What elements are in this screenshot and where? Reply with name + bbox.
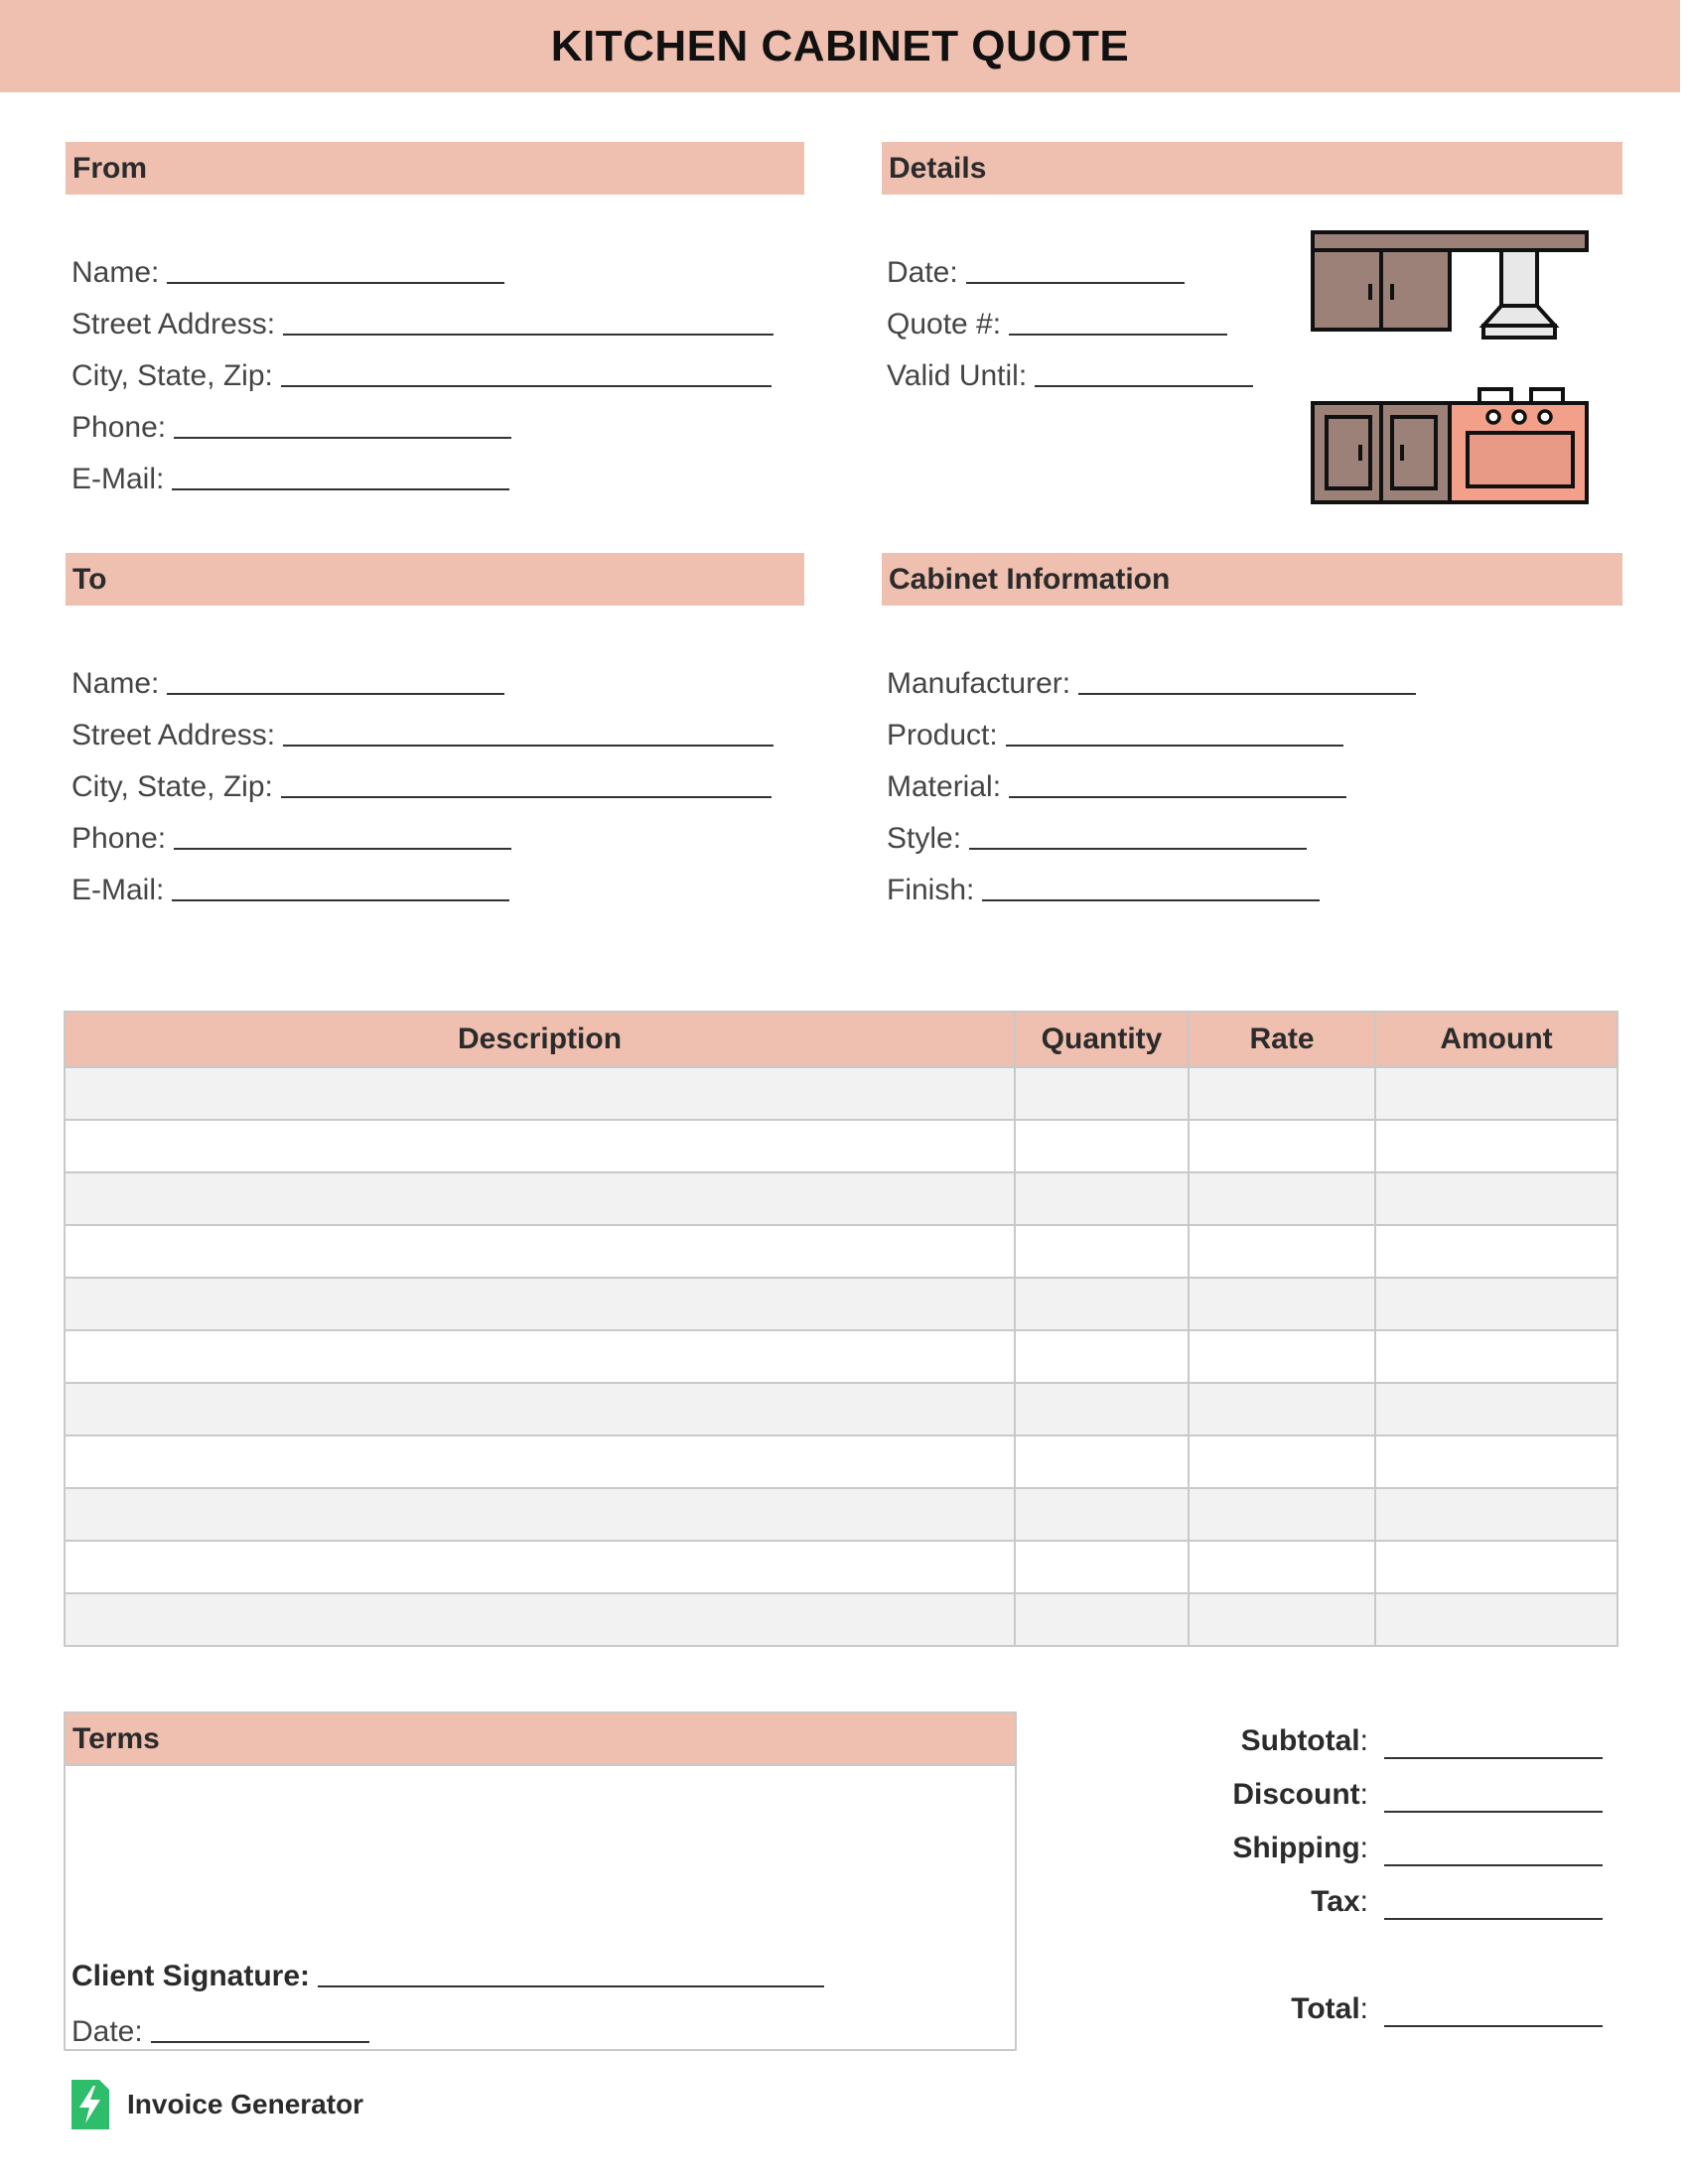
amount-cell[interactable] bbox=[1375, 1120, 1618, 1172]
table-row bbox=[65, 1067, 1618, 1120]
total-label: Total bbox=[1291, 1992, 1360, 2025]
description-cell[interactable] bbox=[65, 1067, 1015, 1120]
rate-cell[interactable] bbox=[1189, 1120, 1375, 1172]
material-field[interactable] bbox=[887, 764, 1346, 804]
quantity-cell[interactable] bbox=[1015, 1383, 1189, 1435]
table-row bbox=[65, 1330, 1618, 1383]
quantity-cell[interactable] bbox=[1015, 1225, 1189, 1278]
description-cell[interactable] bbox=[65, 1488, 1015, 1541]
terms-text-area[interactable] bbox=[66, 1766, 1015, 1925]
description-cell[interactable] bbox=[65, 1435, 1015, 1488]
subtotal-label: Subtotal bbox=[1240, 1724, 1360, 1757]
table-row bbox=[65, 1278, 1618, 1330]
from-city-line[interactable] bbox=[281, 385, 772, 387]
column-header-rate: Rate bbox=[1189, 1012, 1375, 1067]
from-name-field[interactable] bbox=[71, 250, 504, 290]
cabinet-info-header-label: Cabinet Information bbox=[889, 562, 1171, 596]
total-line[interactable] bbox=[1384, 2025, 1603, 2027]
cabinet-info-header bbox=[882, 553, 1622, 606]
quantity-cell[interactable] bbox=[1015, 1593, 1189, 1646]
details-quote-label: Quote #: bbox=[887, 308, 1002, 341]
amount-cell[interactable] bbox=[1375, 1067, 1618, 1120]
rate-cell[interactable] bbox=[1189, 1225, 1375, 1278]
subtotal-row: Subtotal: bbox=[1240, 1724, 1368, 1757]
to-header bbox=[66, 553, 804, 606]
amount-cell[interactable] bbox=[1375, 1435, 1618, 1488]
description-cell[interactable] bbox=[65, 1383, 1015, 1435]
description-cell[interactable] bbox=[65, 1330, 1015, 1383]
details-date-label: Date: bbox=[887, 256, 958, 289]
details-header bbox=[882, 142, 1622, 195]
amount-cell[interactable] bbox=[1375, 1330, 1618, 1383]
footer-brand[interactable] bbox=[68, 2077, 363, 2132]
rate-cell[interactable] bbox=[1189, 1593, 1375, 1646]
from-name-line[interactable] bbox=[167, 282, 504, 284]
to-name-field[interactable] bbox=[71, 661, 504, 701]
from-city-label: City, State, Zip: bbox=[71, 359, 273, 392]
to-name-line[interactable] bbox=[167, 693, 504, 695]
quantity-cell[interactable] bbox=[1015, 1120, 1189, 1172]
description-cell[interactable] bbox=[65, 1225, 1015, 1278]
product-label: Product: bbox=[887, 719, 998, 751]
quantity-cell[interactable] bbox=[1015, 1278, 1189, 1330]
discount-line[interactable] bbox=[1384, 1811, 1603, 1813]
from-phone-line[interactable] bbox=[174, 437, 511, 439]
items-table bbox=[64, 1011, 1618, 1647]
terms-header bbox=[66, 1713, 1015, 1766]
from-email-label: E-Mail: bbox=[71, 463, 165, 495]
product-field[interactable] bbox=[887, 713, 1343, 752]
lightning-logo-icon bbox=[68, 2078, 111, 2131]
discount-label: Discount bbox=[1232, 1778, 1360, 1811]
client-signature-line[interactable] bbox=[318, 1985, 824, 1987]
rate-cell[interactable] bbox=[1189, 1541, 1375, 1593]
style-label: Style: bbox=[887, 822, 962, 855]
total-row: Total: bbox=[1291, 1992, 1368, 2025]
details-valid-field[interactable] bbox=[887, 353, 1253, 393]
details-date-line[interactable] bbox=[966, 282, 1185, 284]
kitchen-cabinet-stove-icon bbox=[1309, 383, 1597, 508]
shipping-line[interactable] bbox=[1384, 1864, 1603, 1866]
table-row bbox=[65, 1120, 1618, 1172]
to-email-line[interactable] bbox=[172, 899, 509, 901]
material-line[interactable] bbox=[1009, 796, 1346, 798]
signature-date-label: Date: bbox=[71, 2015, 143, 2048]
client-signature-label: Client Signature: bbox=[71, 1960, 311, 1992]
signature-date-line[interactable] bbox=[151, 2041, 369, 2043]
description-cell[interactable] bbox=[65, 1172, 1015, 1225]
amount-cell[interactable] bbox=[1375, 1225, 1618, 1278]
style-line[interactable] bbox=[969, 848, 1307, 850]
tax-row: Tax: bbox=[1311, 1885, 1368, 1918]
table-row bbox=[65, 1172, 1618, 1225]
table-row bbox=[65, 1541, 1618, 1593]
finish-line[interactable] bbox=[982, 899, 1320, 901]
table-header-row bbox=[65, 1012, 1618, 1067]
quantity-cell[interactable] bbox=[1015, 1488, 1189, 1541]
tax-label: Tax bbox=[1311, 1885, 1360, 1918]
description-cell[interactable] bbox=[65, 1120, 1015, 1172]
manufacturer-line[interactable] bbox=[1078, 693, 1416, 695]
quantity-cell[interactable] bbox=[1015, 1541, 1189, 1593]
brand-name: Invoice Generator bbox=[127, 2089, 364, 2119]
from-header bbox=[66, 142, 804, 195]
table-row bbox=[65, 1225, 1618, 1278]
quantity-cell[interactable] bbox=[1015, 1435, 1189, 1488]
quantity-cell[interactable] bbox=[1015, 1330, 1189, 1383]
table-row bbox=[65, 1593, 1618, 1646]
amount-cell[interactable] bbox=[1375, 1172, 1618, 1225]
finish-field[interactable] bbox=[887, 868, 1320, 907]
style-field[interactable] bbox=[887, 816, 1307, 856]
to-city-field[interactable] bbox=[71, 764, 772, 804]
product-line[interactable] bbox=[1006, 745, 1343, 747]
details-valid-line[interactable] bbox=[1035, 385, 1253, 387]
from-header-label: From bbox=[72, 151, 147, 185]
details-header-label: Details bbox=[889, 151, 987, 185]
to-email-label: E-Mail: bbox=[71, 874, 165, 906]
details-valid-label: Valid Until: bbox=[887, 359, 1028, 392]
to-phone-field[interactable] bbox=[71, 816, 511, 856]
description-cell[interactable] bbox=[65, 1541, 1015, 1593]
finish-label: Finish: bbox=[887, 874, 975, 906]
terms-header-label: Terms bbox=[72, 1721, 160, 1755]
amount-cell[interactable] bbox=[1375, 1278, 1618, 1330]
to-header-label: To bbox=[72, 562, 107, 596]
subtotal-line[interactable] bbox=[1384, 1757, 1603, 1759]
page-title-bar bbox=[0, 0, 1680, 92]
to-street-field[interactable] bbox=[71, 713, 774, 752]
page-title: KITCHEN CABINET QUOTE bbox=[550, 21, 1130, 70]
to-street-label: Street Address: bbox=[71, 719, 276, 751]
from-phone-field[interactable] bbox=[71, 405, 511, 445]
to-city-line[interactable] bbox=[281, 796, 772, 798]
details-quote-line[interactable] bbox=[1009, 334, 1227, 336]
rate-cell[interactable] bbox=[1189, 1488, 1375, 1541]
terms-box bbox=[64, 1711, 1017, 2051]
quantity-cell[interactable] bbox=[1015, 1172, 1189, 1225]
from-street-label: Street Address: bbox=[71, 308, 276, 341]
quantity-cell[interactable] bbox=[1015, 1067, 1189, 1120]
column-header-description: Description bbox=[65, 1012, 1015, 1067]
tax-line[interactable] bbox=[1384, 1918, 1603, 1920]
from-name-label: Name: bbox=[71, 256, 160, 289]
rate-cell[interactable] bbox=[1189, 1435, 1375, 1488]
discount-row: Discount: bbox=[1232, 1778, 1368, 1811]
rate-cell[interactable] bbox=[1189, 1383, 1375, 1435]
column-header-amount: Amount bbox=[1375, 1012, 1618, 1067]
rate-cell[interactable] bbox=[1189, 1278, 1375, 1330]
to-name-label: Name: bbox=[71, 667, 160, 700]
shipping-row: Shipping: bbox=[1232, 1832, 1368, 1864]
table-row bbox=[65, 1383, 1618, 1435]
table-row bbox=[65, 1488, 1618, 1541]
to-phone-label: Phone: bbox=[71, 822, 167, 855]
description-cell[interactable] bbox=[65, 1278, 1015, 1330]
table-row bbox=[65, 1435, 1618, 1488]
amount-cell[interactable] bbox=[1375, 1488, 1618, 1541]
amount-cell[interactable] bbox=[1375, 1541, 1618, 1593]
from-city-field[interactable] bbox=[71, 353, 772, 393]
rate-cell[interactable] bbox=[1189, 1067, 1375, 1120]
to-phone-line[interactable] bbox=[174, 848, 511, 850]
signature-date-field[interactable] bbox=[71, 2009, 369, 2049]
from-email-line[interactable] bbox=[172, 488, 509, 490]
rate-cell[interactable] bbox=[1189, 1330, 1375, 1383]
from-street-line[interactable] bbox=[283, 334, 774, 336]
manufacturer-label: Manufacturer: bbox=[887, 667, 1071, 700]
shipping-label: Shipping bbox=[1232, 1832, 1360, 1864]
from-street-field[interactable] bbox=[71, 302, 774, 341]
kitchen-cabinet-hood-icon bbox=[1309, 224, 1597, 345]
to-city-label: City, State, Zip: bbox=[71, 770, 273, 803]
to-email-field[interactable] bbox=[71, 868, 509, 907]
details-quote-field[interactable] bbox=[887, 302, 1227, 341]
column-header-quantity: Quantity bbox=[1015, 1012, 1189, 1067]
description-cell[interactable] bbox=[65, 1593, 1015, 1646]
amount-cell[interactable] bbox=[1375, 1593, 1618, 1646]
to-street-line[interactable] bbox=[283, 745, 774, 747]
amount-cell[interactable] bbox=[1375, 1383, 1618, 1435]
rate-cell[interactable] bbox=[1189, 1172, 1375, 1225]
from-phone-label: Phone: bbox=[71, 411, 167, 444]
manufacturer-field[interactable] bbox=[887, 661, 1416, 701]
details-date-field[interactable] bbox=[887, 250, 1185, 290]
client-signature-field[interactable] bbox=[71, 1954, 824, 1993]
from-email-field[interactable] bbox=[71, 457, 509, 496]
material-label: Material: bbox=[887, 770, 1002, 803]
